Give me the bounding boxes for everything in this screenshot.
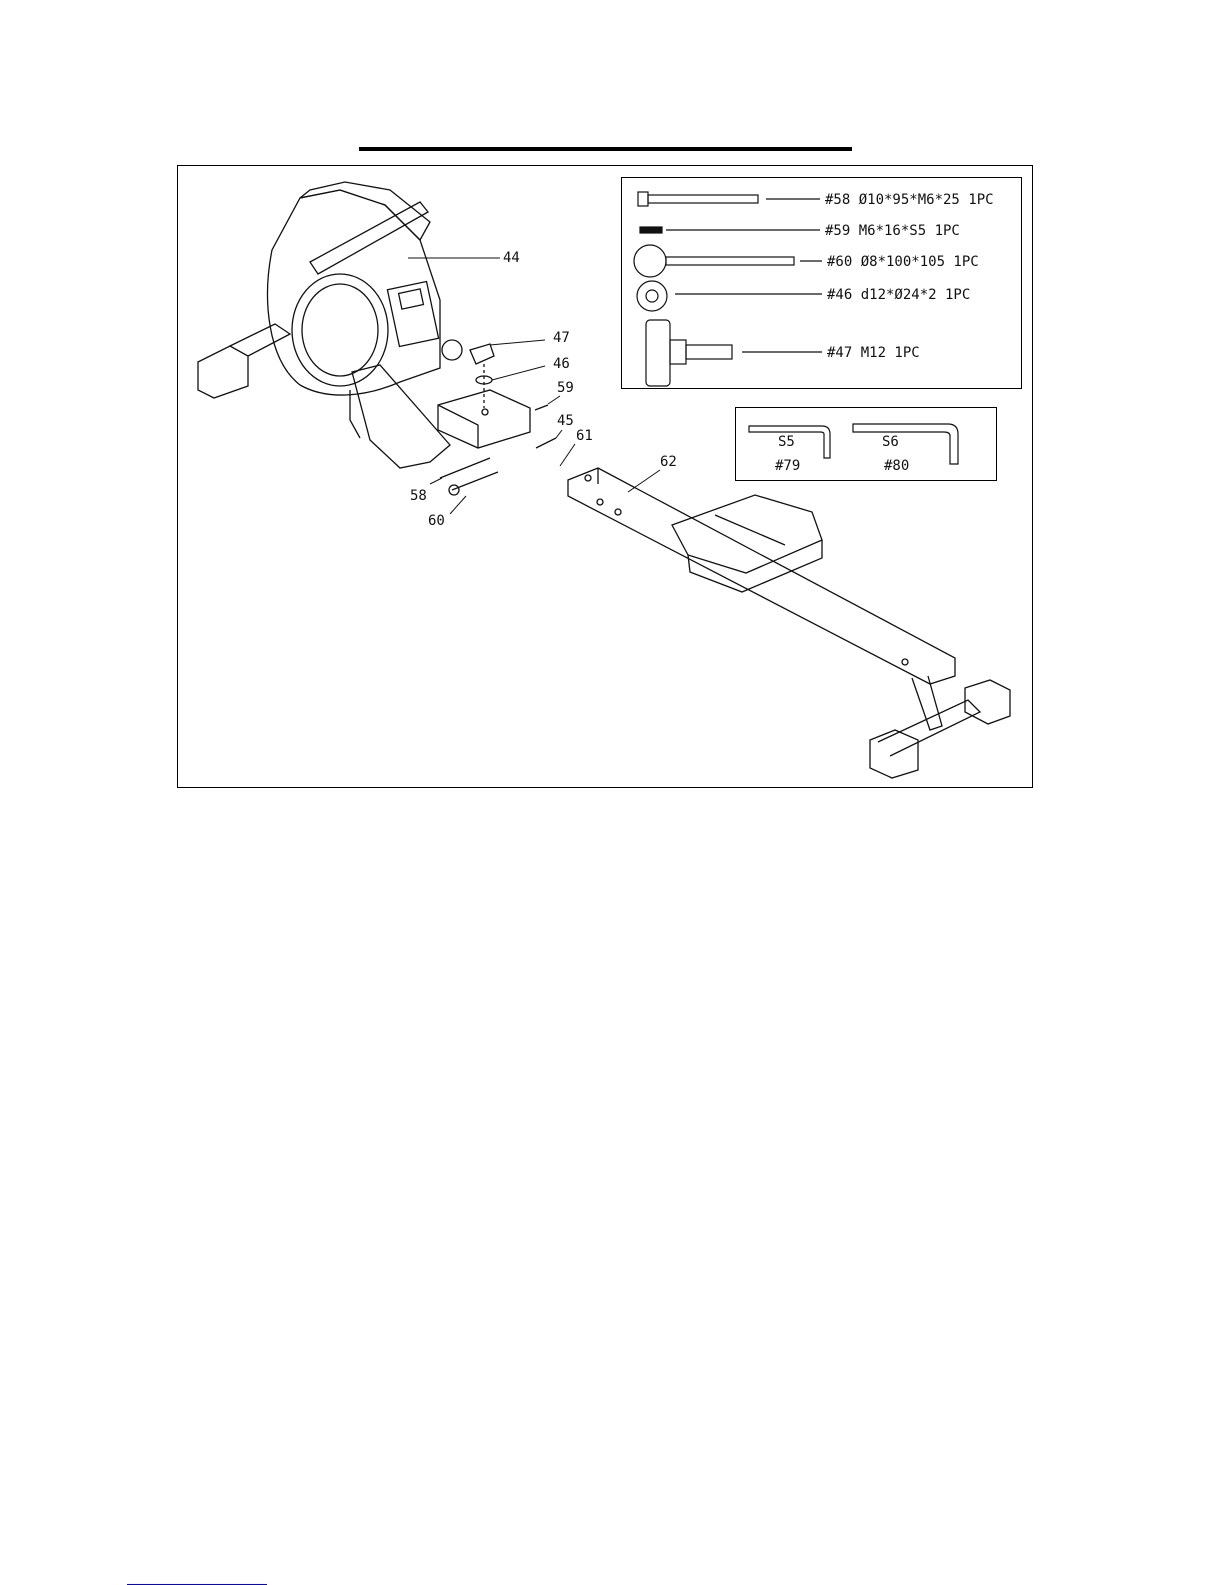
seat-side — [688, 540, 822, 592]
hardware-label-46: #46 d12*Ø24*2 1PC — [827, 287, 971, 303]
handle-bar — [310, 202, 428, 274]
callout-58: 58 — [410, 488, 427, 504]
leader-59 — [548, 396, 560, 404]
seat-seam — [715, 515, 785, 545]
bracket-hole — [482, 409, 488, 415]
rail-side-hole-2 — [615, 509, 621, 515]
leader-60 — [450, 496, 466, 514]
tool-number-80: #80 — [884, 458, 910, 474]
pedal-right — [352, 365, 450, 468]
rail-side-hole-1 — [597, 499, 603, 505]
front-foot-cap — [198, 346, 248, 398]
callout-62: 62 — [660, 454, 677, 470]
bolt-59-part — [535, 405, 548, 410]
bolt-45-part — [536, 438, 556, 448]
leader-61 — [560, 444, 575, 466]
console-monitor — [387, 281, 438, 346]
flywheel-cover — [292, 274, 388, 386]
callout-47: 47 — [553, 330, 570, 346]
tool-size-s6: S6 — [882, 434, 899, 450]
leader-46 — [492, 366, 545, 380]
leader-58 — [430, 478, 442, 484]
bolt-60-head — [449, 485, 459, 495]
hardware-label-60: #60 Ø8*100*105 1PC — [827, 254, 979, 270]
callout-44: 44 — [503, 250, 520, 266]
rail-rear-hole — [902, 659, 908, 665]
bolt-58-part — [440, 458, 490, 478]
leader-45 — [556, 430, 562, 438]
hardware-label-58: #58 Ø10*95*M6*25 1PC — [825, 192, 994, 208]
callout-46: 46 — [553, 356, 570, 372]
tension-knob — [442, 340, 462, 360]
tool-size-s5: S5 — [778, 434, 795, 450]
callout-60: 60 — [428, 513, 445, 529]
callout-45: 45 — [557, 413, 574, 429]
flywheel-housing — [268, 190, 440, 395]
rower-front-assembly — [198, 182, 556, 495]
leader-62 — [628, 470, 660, 492]
tool-number-79: #79 — [775, 458, 801, 474]
callout-59: 59 — [557, 380, 574, 396]
rear-leg — [912, 676, 942, 730]
callout-61: 61 — [576, 428, 593, 444]
leader-47 — [490, 340, 545, 345]
main-rail-62 — [568, 468, 955, 684]
flywheel-inner — [302, 284, 378, 376]
rear-foot-cap-right — [965, 680, 1010, 724]
console-display — [399, 289, 424, 309]
hardware-pack-box — [621, 177, 1022, 389]
rower-rail-assembly — [568, 468, 1010, 778]
rail-end-hole — [585, 475, 591, 481]
bracket-edge — [438, 405, 478, 448]
hardware-label-47: #47 M12 1PC — [827, 345, 920, 361]
hardware-label-59: #59 M6*16*S5 1PC — [825, 223, 960, 239]
connector-bracket — [438, 390, 530, 448]
tools-box — [735, 407, 997, 481]
knob-47-part — [470, 344, 494, 364]
